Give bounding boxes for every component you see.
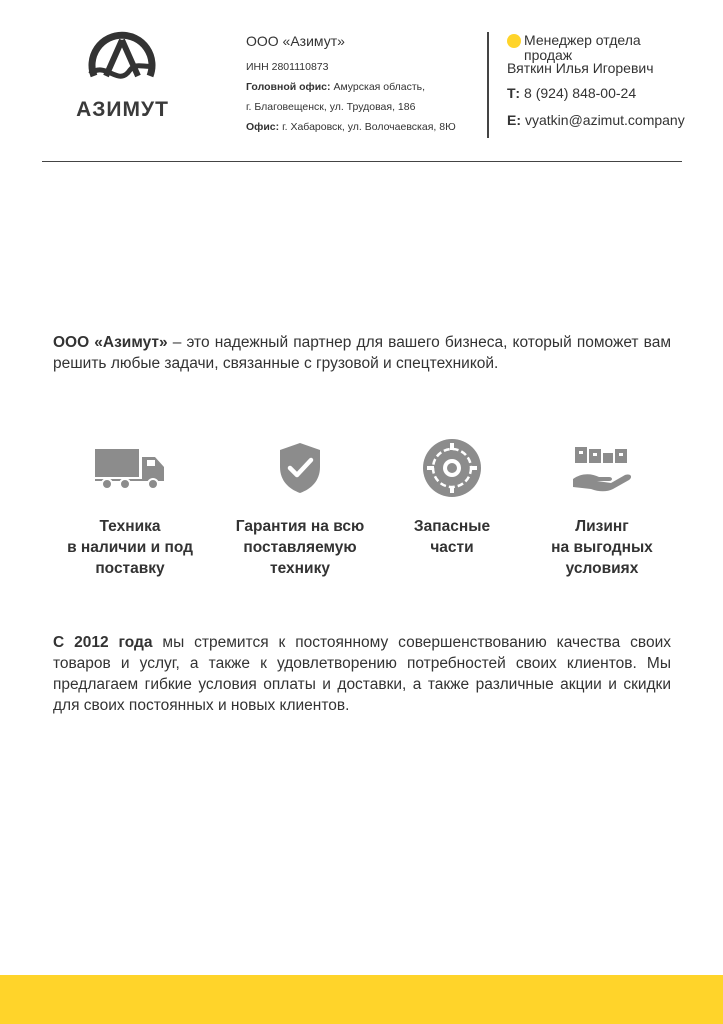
feature-label: Лизинг на выгодных условиях bbox=[551, 518, 653, 577]
manager-phone bbox=[507, 85, 636, 101]
manager-email bbox=[507, 112, 685, 128]
email-label: E: bbox=[507, 112, 521, 128]
phone-label: Т: bbox=[507, 85, 521, 101]
vertical-divider bbox=[487, 32, 489, 138]
hand-boxes-icon bbox=[532, 438, 672, 498]
email-value[interactable]: vyatkin@azimut.company bbox=[525, 112, 685, 128]
logo-text: АЗИМУТ bbox=[76, 98, 169, 121]
head-office-street: г. Благовещенск, ул. Трудовая, 186 bbox=[246, 101, 416, 113]
manager-name: Вяткин Илья Игоревич bbox=[507, 60, 654, 76]
clutch-disc-icon bbox=[382, 438, 522, 498]
header-divider bbox=[42, 161, 682, 162]
feature-label: Запасные части bbox=[413, 518, 491, 556]
about-text: мы стремится к постоянному совершенствованию качества своих товаров и услуг, а также к удовлетворению потребностей своих клиентов. Мы предлагаем гибкие условия оплаты и доставки, а также различные акции и скидки для своих постоянных и новых клиентов. bbox=[53, 634, 672, 714]
intro-company: ООО «Азимут» bbox=[53, 334, 168, 351]
feature-leasing bbox=[532, 438, 672, 579]
intro-text: – это надежный партнер для вашего бизнеса, который поможет вам решить любые задачи, связанные с грузовой и спецтехникой. bbox=[53, 334, 671, 372]
office-label: Офис: bbox=[246, 121, 280, 133]
feature-label: Гарантия на всю поставляемую технику bbox=[235, 518, 365, 577]
accent-dot-icon bbox=[507, 34, 521, 48]
feature-warranty bbox=[230, 438, 370, 579]
feature-label: Техника в наличии и под поставку bbox=[67, 518, 193, 577]
intro-paragraph bbox=[53, 332, 671, 374]
phone-value[interactable]: 8 (924) 848-00-24 bbox=[524, 85, 637, 101]
company-inn: ИНН 2801110873 bbox=[246, 61, 329, 73]
company-name: ООО «Азимут» bbox=[246, 33, 345, 49]
office-line bbox=[246, 117, 486, 137]
shield-check-icon bbox=[230, 438, 370, 498]
truck-icon bbox=[60, 438, 200, 498]
head-office-line bbox=[246, 77, 486, 97]
about-since: С 2012 года bbox=[53, 634, 153, 651]
feature-stock bbox=[60, 438, 200, 579]
about-paragraph bbox=[53, 632, 671, 716]
footer-band bbox=[0, 975, 723, 1024]
manager-position: Менеджер отдела продаж bbox=[524, 32, 641, 63]
azimuth-logo-icon bbox=[86, 30, 158, 92]
company-info bbox=[246, 33, 486, 137]
head-office-label: Головной офис: bbox=[246, 81, 331, 93]
feature-parts bbox=[382, 438, 522, 558]
company-logo bbox=[60, 30, 185, 122]
office-value: г. Хабаровск, ул. Волочаевская, 8Ю bbox=[282, 121, 456, 133]
head-office-value: Амурская область, bbox=[333, 81, 426, 93]
